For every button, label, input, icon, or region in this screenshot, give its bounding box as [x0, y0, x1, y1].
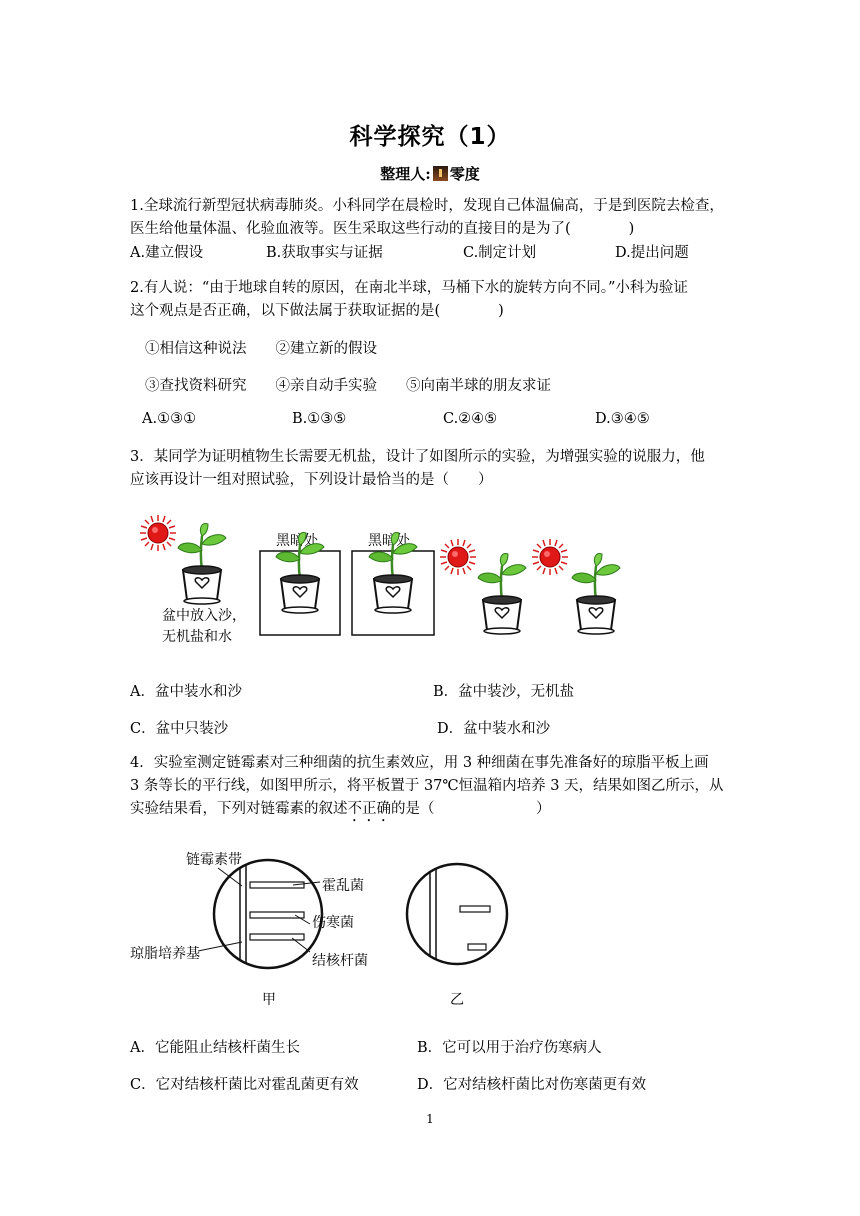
emphasized-text: 不正确 [347, 801, 391, 817]
streak-line [250, 934, 304, 940]
potted-plant-icon [572, 554, 620, 634]
q2-items-row: ③查找资料研究 ④亲自动手实验 ⑤向南半球的朋友求证 [145, 378, 551, 394]
streak-line [460, 906, 490, 912]
author-name: 零度 [449, 165, 480, 183]
q4-option-a: A．它能阻止结核杆菌生长 [130, 1040, 300, 1056]
q2-stem [130, 277, 735, 323]
dark-label: 黑暗处 [276, 533, 318, 549]
agar-plate-b [407, 864, 507, 964]
q3-option-b: B．盆中装沙，无机盐 [433, 684, 575, 700]
q2-option-b: B.①③⑤ [292, 411, 347, 427]
q2-option-d: D.③④⑤ [595, 411, 650, 427]
q1-stem [130, 195, 735, 241]
figure-caption-b: 乙 [450, 992, 464, 1008]
bacteria-label: 伤寒菌 [312, 915, 354, 931]
author-prefix: 整理人: [380, 165, 431, 183]
q4-option-c: C．它对结核杆菌比对霍乱菌更有效 [130, 1077, 359, 1093]
q2-items-row: ①相信这种说法 ②建立新的假设 [145, 341, 377, 357]
author-line [0, 163, 860, 184]
sun-icon [140, 515, 176, 551]
q3-option-d: D．盆中装水和沙 [437, 721, 551, 737]
q4-line: 3 条等长的平行线，如图甲所示，将平板置于 37℃恒温箱内培养 3 天，结果如图乙所示，从 [130, 778, 724, 794]
q1-line: 1.全球流行新型冠状病毒肺炎。小科同学在晨检时，发现自己体温偏高，于是到医院去检查， [130, 198, 724, 214]
q4-line: 4．实验室测定链霉素对三种细菌的抗生素效应，用 3 种细菌在事先准备好的琼脂平板上画 [130, 755, 709, 771]
q1-option-d: D.提出问题 [615, 245, 689, 261]
q3-stem [130, 446, 735, 492]
q1-option-a: A.建立假设 [130, 245, 204, 261]
q4-stem [130, 752, 735, 825]
sun-icon [532, 539, 568, 575]
q2-line: 2.有人说：“由于地球自转的原因，在南北半球，马桶下水的旋转方向不同。”小科为验证 [130, 280, 688, 296]
dark-label: 黑暗处 [368, 533, 410, 549]
q3-option-a: A．盆中装水和沙 [130, 684, 242, 700]
page-title: 科学探究（1） [349, 124, 511, 150]
q3-line: 应该再设计一组对照试验，下列设计最恰当的是（ ） [130, 472, 493, 488]
q3-option-c: C．盆中只装沙 [130, 721, 229, 737]
q1-option-c: C.制定计划 [463, 245, 537, 261]
q4-option-d: D．它对结核杆菌比对伤寒菌更有效 [417, 1077, 647, 1093]
potted-plant-icon [178, 524, 226, 604]
q2-option-c: C.②④⑤ [443, 411, 498, 427]
q4-option-b: B．它可以用于治疗伤寒病人 [417, 1040, 602, 1056]
q3-line: 3．某同学为证明植物生长需要无机盐，设计了如图所示的实验，为增强实验的说服力，他 [130, 449, 705, 465]
figure-caption-a: 甲 [262, 992, 276, 1008]
sun-icon [440, 539, 476, 575]
agar-label: 琼脂培养基 [130, 946, 200, 962]
streak-line [468, 944, 486, 950]
strip-label: 链霉素带 [186, 852, 242, 868]
q4-figure [130, 838, 510, 1018]
bacteria-label: 霍乱菌 [322, 878, 364, 894]
q2-line: 这个观点是否正确，以下做法属于获取证据的是( ) [130, 303, 504, 319]
q1-option-b: B.获取事实与证据 [266, 245, 383, 261]
candle-icon [433, 166, 448, 181]
bacteria-label: 结核杆菌 [312, 953, 368, 969]
potted-plant-icon [478, 554, 526, 634]
pot-label: 盆中放入沙， [162, 608, 246, 624]
q1-line: 医生给他量体温、化验血液等。医生采取这些行动的直接目的是为了( ) [130, 221, 635, 237]
pot-label: 无机盐和水 [162, 629, 232, 645]
q4-line: 实验结果看，下列对链霉素的叙述不正确的是（ ） [130, 801, 551, 817]
q3-figure [130, 505, 630, 645]
q2-option-a: A.①③① [142, 411, 197, 427]
page-number: 1 [426, 1112, 434, 1126]
